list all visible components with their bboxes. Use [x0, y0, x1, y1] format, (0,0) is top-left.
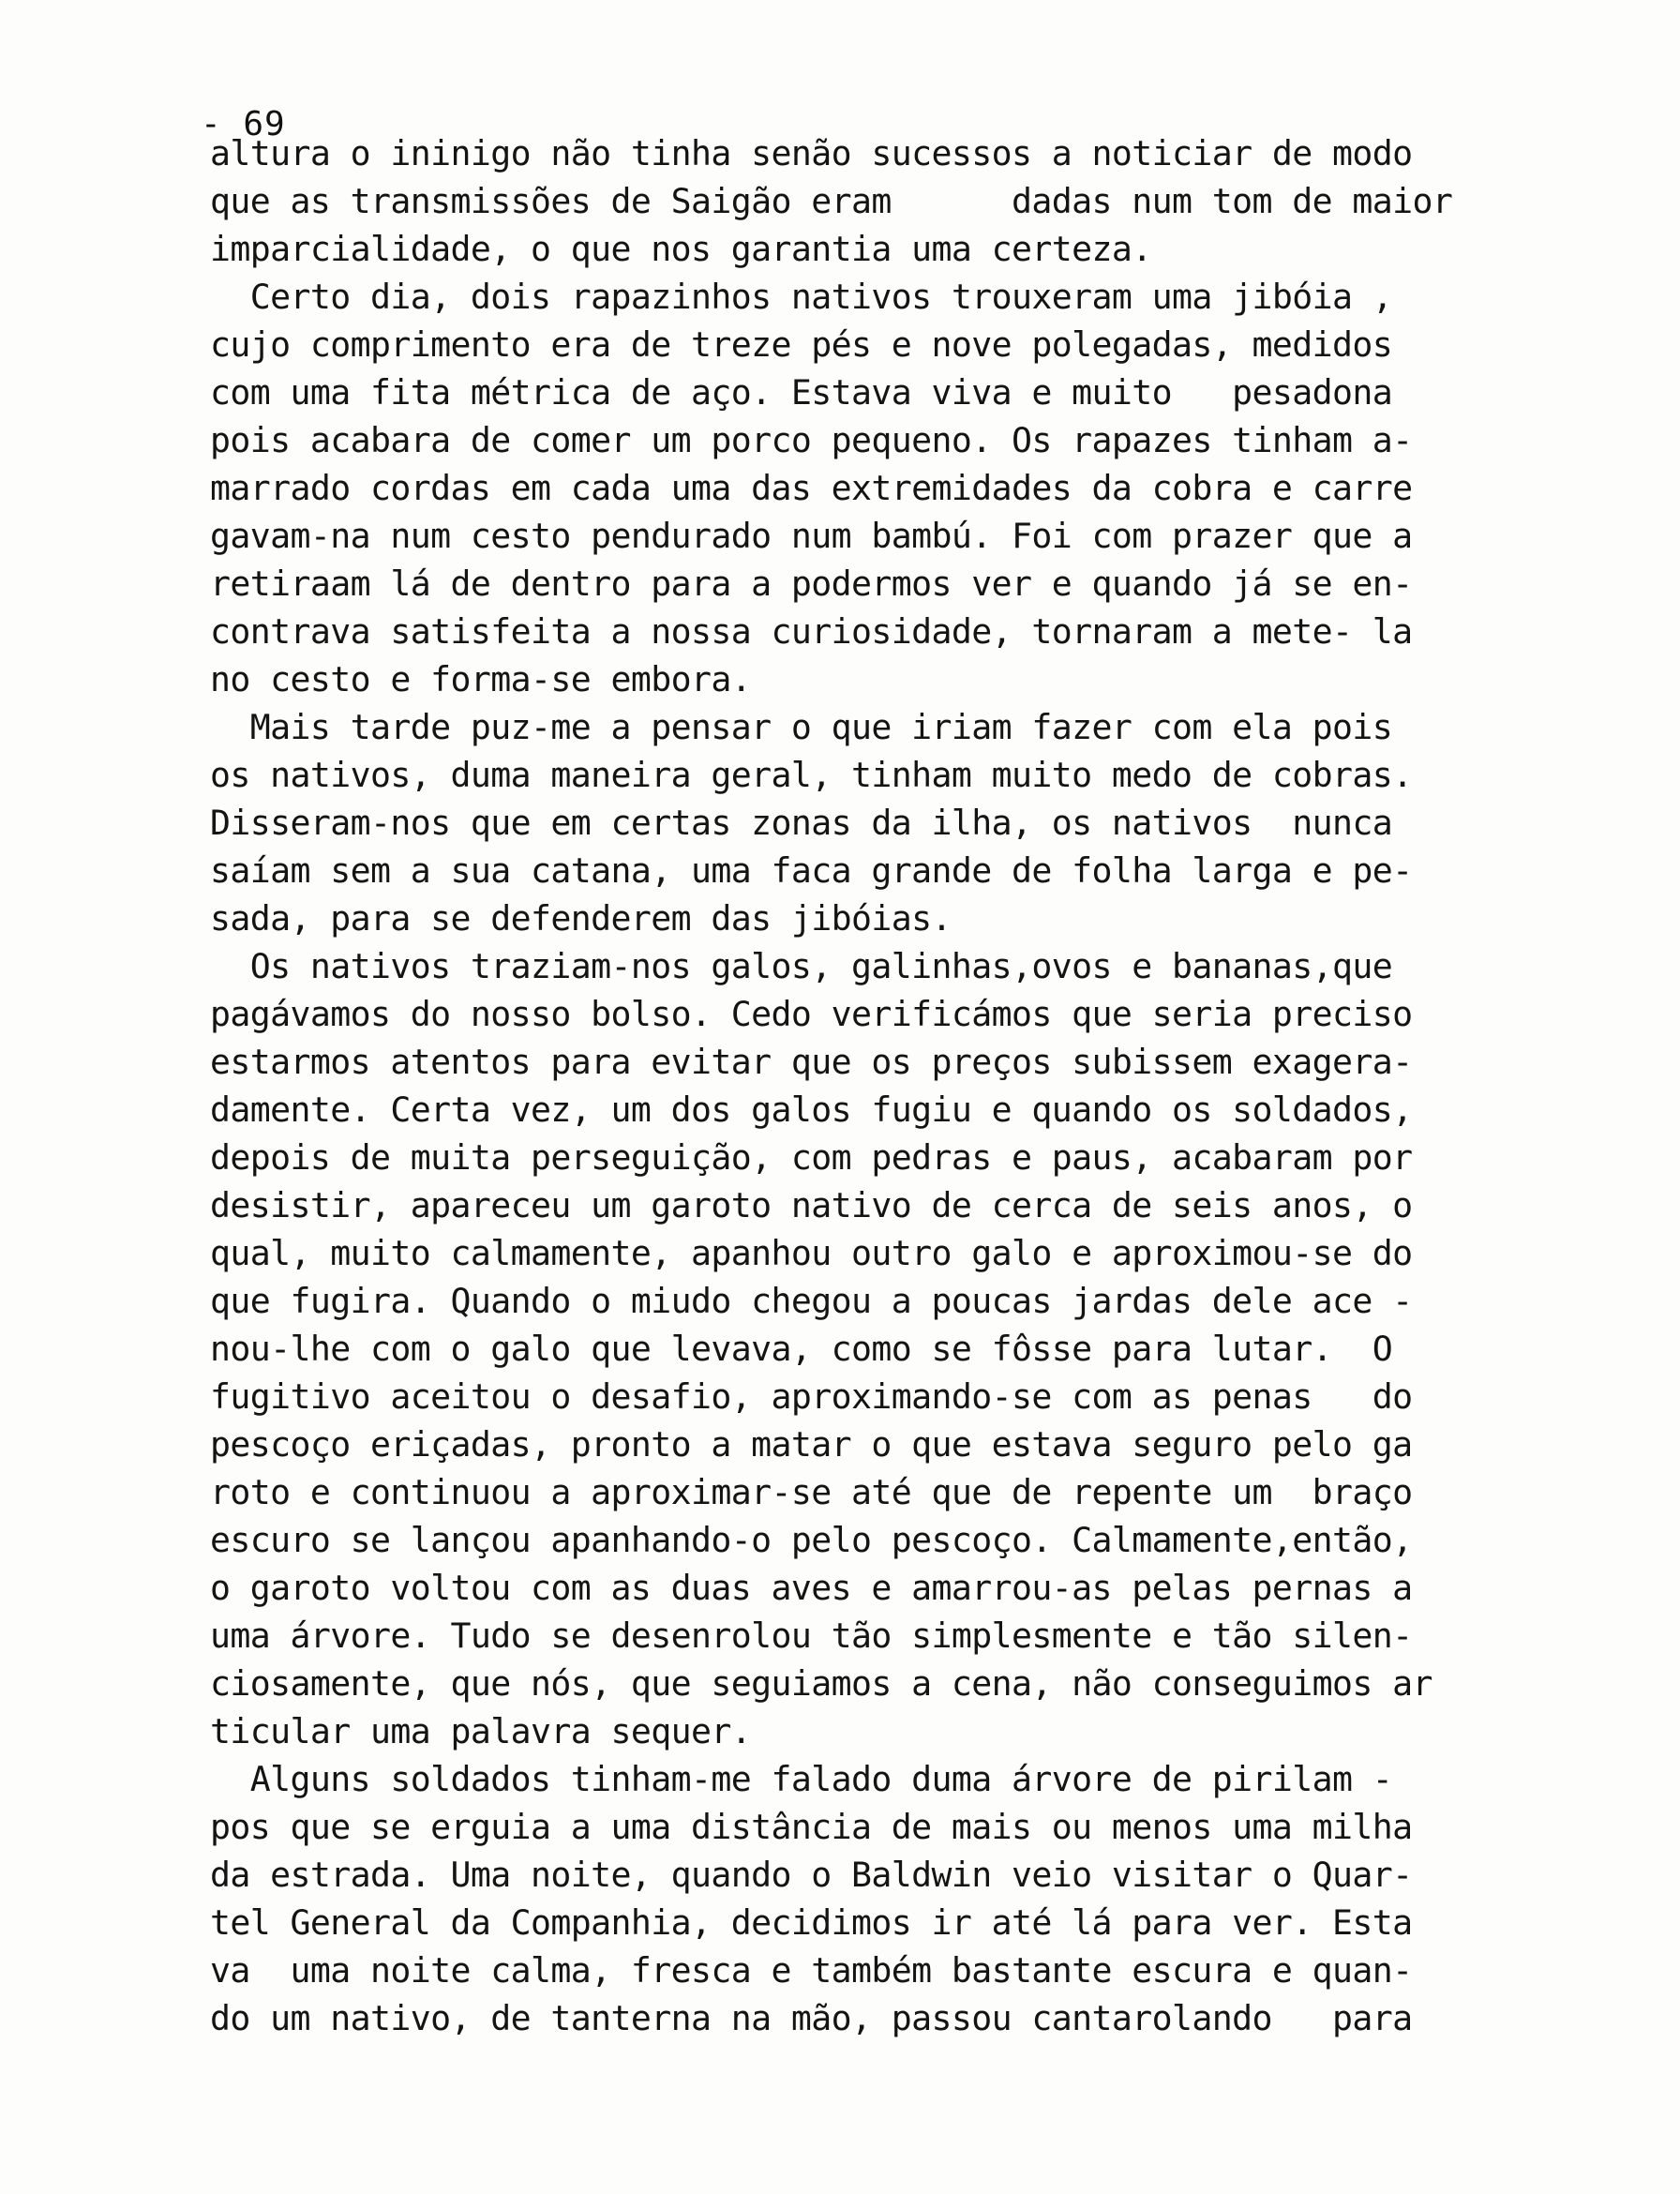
text-line: no cesto e forma-se embora.	[210, 659, 752, 699]
text-line: do um nativo, de tanterna na mão, passou cantarolando para	[210, 1998, 1413, 2038]
text-line: damente. Certa vez, um dos galos fugiu e quando os soldados,	[210, 1089, 1413, 1130]
text-line: qual, muito calmamente, apanhou outro galo e aproximou-se do	[210, 1233, 1413, 1273]
text-line: estarmos atentos para evitar que os preços subissem exagera-	[210, 1042, 1413, 1082]
page-number: - 69	[201, 105, 286, 143]
text-line: ciosamente, que nós, que seguiamos a cena, não conseguimos ar	[210, 1663, 1432, 1704]
text-line: pois acabara de comer um porco pequeno. Os rapazes tinham a-	[210, 420, 1413, 460]
text-line: escuro se lançou apanhando-o pelo pescoço. Calmamente,então,	[210, 1520, 1413, 1560]
text-line: uma árvore. Tudo se desenrolou tão simplesmente e tão silen-	[210, 1615, 1413, 1656]
text-line: pagávamos do nosso bolso. Cedo verificámos que seria preciso	[210, 994, 1413, 1034]
text-line: da estrada. Uma noite, quando o Baldwin veio visitar o Quar-	[210, 1855, 1413, 1895]
text-line: pescoço eriçadas, pronto a matar o que estava seguro pelo ga	[210, 1424, 1413, 1465]
text-line: contrava satisfeita a nossa curiosidade, tornaram a mete- la	[210, 611, 1413, 652]
text-line: Os nativos traziam-nos galos, galinhas,ovos e bananas,que	[210, 946, 1393, 986]
text-line: fugitivo aceitou o desafio, aproximando-se com as penas do	[210, 1376, 1413, 1417]
text-line: com uma fita métrica de aço. Estava viva e muito pesadona	[210, 372, 1393, 413]
text-line: ticular uma palavra sequer.	[210, 1711, 752, 1751]
text-line: va uma noite calma, fresca e também bastante escura e quan-	[210, 1950, 1413, 1991]
text-line: altura o ininigo não tinha senão sucessos a noticiar de modo	[210, 133, 1413, 173]
text-line: nou-lhe com o galo que levava, como se fôsse para lutar. O	[210, 1329, 1393, 1369]
text-line: Disseram-nos que em certas zonas da ilha, os nativos nunca	[210, 803, 1393, 843]
text-line: roto e continuou a aproximar-se até que de repente um braço	[210, 1472, 1413, 1512]
text-line: que as transmissões de Saigão eram dadas num tom de maior	[210, 181, 1453, 221]
text-line: os nativos, duma maneira geral, tinham muito medo de cobras.	[210, 755, 1413, 795]
text-line: tel General da Companhia, decidimos ir até lá para ver. Esta	[210, 1902, 1413, 1943]
text-line: pos que se erguia a uma distância de mais ou menos uma milha	[210, 1807, 1413, 1847]
text-line: gavam-na num cesto pendurado num bambú. Foi com prazer que a	[210, 516, 1413, 556]
text-line: retiraam lá de dentro para a podermos ver e quando já se en-	[210, 564, 1413, 604]
text-line: Alguns soldados tinham-me falado duma árvore de pirilam -	[210, 1759, 1393, 1799]
text-line: marrado cordas em cada uma das extremidades da cobra e carre	[210, 468, 1413, 508]
text-line: depois de muita perseguição, com pedras e paus, acabaram por	[210, 1137, 1413, 1178]
text-line: Certo dia, dois rapazinhos nativos trouxeram uma jibóia ,	[210, 277, 1393, 317]
text-line: imparcialidade, o que nos garantia uma certeza.	[210, 229, 1152, 269]
body-text	[210, 129, 1616, 2042]
text-line: Mais tarde puz-me a pensar o que iriam fazer com ela pois	[210, 707, 1393, 747]
text-line: que fugira. Quando o miudo chegou a poucas jardas dele ace -	[210, 1281, 1413, 1321]
text-line: o garoto voltou com as duas aves e amarrou-as pelas pernas a	[210, 1568, 1413, 1608]
text-line: sada, para se defenderem das jibóias.	[210, 898, 952, 939]
text-line: cujo comprimento era de treze pés e nove polegadas, medidos	[210, 324, 1393, 365]
text-line: saíam sem a sua catana, uma faca grande de folha larga e pe-	[210, 850, 1413, 891]
text-line: desistir, apareceu um garoto nativo de cerca de seis anos, o	[210, 1185, 1413, 1225]
